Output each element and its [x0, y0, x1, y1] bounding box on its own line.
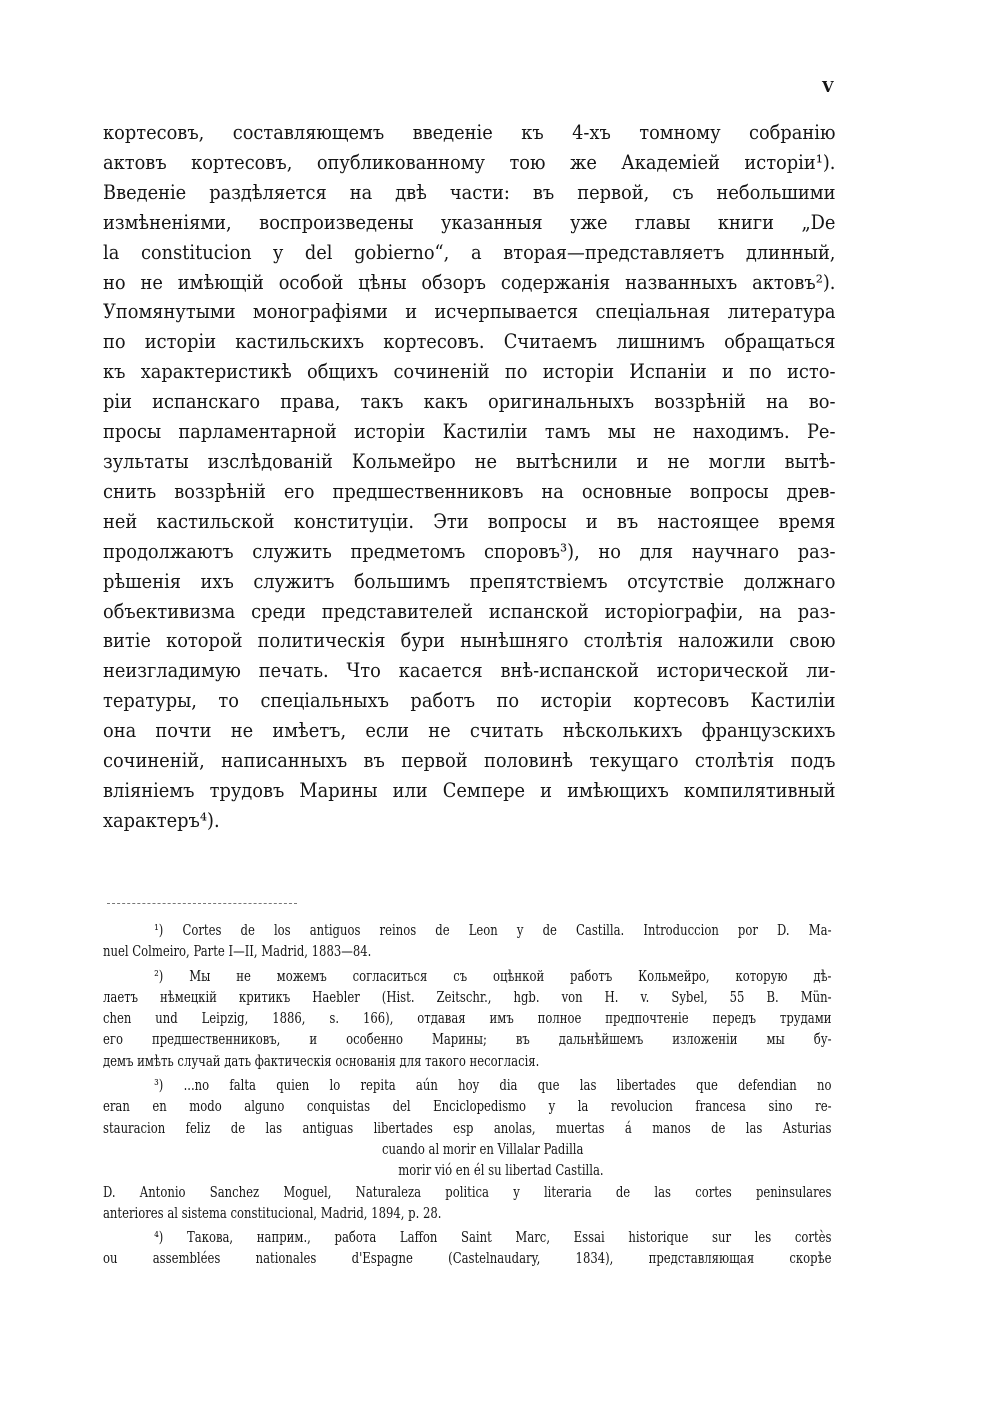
footnote-line: chen und Leipzig, 1886, s. 166), отдавая имъ полное предпочтеніе передъ трудами [103, 1009, 832, 1028]
text-line: Введеніе раздѣляется на двѣ части: въ первой, съ небольшими [103, 179, 836, 204]
footnote-line: лаетъ нѣмецкій критикъ Haebler (Hist. Zeitschr., hgb. von H. v. Sybel, 55 B. Mün- [103, 987, 832, 1006]
text-line: ней кастильской конституціи. Эти вопросы и въ настоящее время [103, 508, 836, 533]
text-line: сочиненій, написанныхъ въ первой половинѣ текущаго столѣтія подъ [103, 748, 836, 773]
text-line: снить воззрѣній его предшественниковъ на основные вопросы древ- [103, 478, 836, 503]
text-line: актовъ кортесовъ, опубликованному тою же Академіей исторіи¹). [103, 149, 836, 174]
page-number: V [822, 78, 834, 96]
text-line: къ характеристикѣ общихъ сочиненій по исторіи Испаніи и по исто- [103, 359, 836, 384]
text-line: просы парламентарной исторіи Кастиліи тамъ мы не находимъ. Ре- [103, 419, 836, 444]
poem-line: cuando al morir en Villalar Padilla [382, 1139, 584, 1158]
footnote-line: его предшественниковъ, и особенно Марины; въ дальнѣйшемъ изложеніи мы бу- [103, 1030, 832, 1049]
text-line: витіе которой политическія бури нынѣшняго столѣтія наложили свою [103, 628, 836, 653]
footnote-line: ²) Мы не можемъ согласиться съ оцѣнкой работъ Кольмейро, которую дѣ- [154, 966, 832, 985]
footnote-line: ¹) Cortes de los antiguos reinos de Leon y de Castilla. Introduccion por D. Ma- [154, 921, 832, 939]
text-line: ріи испанскаго права, такъ какъ оригинальныхъ воззрѣній на во- [103, 389, 836, 414]
footnote-line: ³) ...no falta quien lo repita aún hoy dia que las libertades que defendian no [154, 1076, 832, 1095]
text-line: продолжаютъ служить предметомъ споровъ³), но для научнаго раз- [103, 538, 836, 563]
text-line: неизгладимую печать. Что касается внѣ-испанской исторической ли- [103, 658, 836, 683]
footnote-line: ou assemblées nationales d'Espagne (Castelnaudary, 1834), представляющая скорѣе [103, 1249, 832, 1268]
text-line: объективизма среди представителей испанской исторіографіи, на раз- [103, 598, 836, 623]
footnote-line: anteriores al sistema constitucional, Madrid, 1894, p. 28. [103, 1203, 442, 1222]
footnote-line: ⁴) Такова, наприм., работа Laffon Saint Marc, Essai historique sur les cortès [154, 1228, 832, 1247]
text-line: зультаты изслѣдованій Кольмейро не вытѣснили и не могли вытѣ- [103, 448, 836, 473]
footnote-line: eran en modo alguno conquistas del Enciclopedismo y la revolucion francesa sino re- [103, 1097, 832, 1116]
text-line: но не имѣющій особой цѣны обзоръ содержанія названныхъ актовъ²). [103, 269, 836, 294]
text-line: измѣненіями, воспроизведены указанныя уже главы книги „De [103, 209, 836, 234]
text-line: кортесовъ, составляющемъ введеніе къ 4-хъ томному собранію [103, 120, 836, 144]
text-line: по исторіи кастильскихъ кортесовъ. Считаемъ лишнимъ обращаться [103, 329, 836, 354]
footnote-separator [107, 903, 297, 904]
footnote-line: nuel Colmeiro, Parte I—II, Madrid, 1883—84. [103, 942, 372, 961]
footnote-line: демъ имѣть случай дать фактическія основанія для такого несогласія. [103, 1051, 540, 1070]
footnotes [103, 920, 832, 1270]
footnote-line: D. Antonio Sanchez Moguel, Naturaleza politica y literaria de las cortes peninsulares [103, 1182, 832, 1201]
poem-line: morir vió en él su libertad Castilla. [398, 1161, 604, 1180]
text-line: вліяніемъ трудовъ Марины или Семпере и имѣющихъ компилятивный [103, 777, 836, 802]
body-text [103, 118, 835, 836]
text-line: la constitucion y del gobierno“, а вторая—представляетъ длинный, [103, 239, 836, 264]
text-line: рѣшенія ихъ служитъ большимъ препятствіемъ отсутствіе должнаго [103, 568, 836, 593]
text-line: тературы, то спеціальныхъ работъ по исторіи кортесовъ Кастиліи [103, 688, 836, 713]
text-line: она почти не имѣетъ, если не считать нѣсколькихъ французскихъ [103, 718, 836, 743]
footnote-line: stauracion feliz de las antiguas libertades esp anolas, muertas á manos de las Asturias [103, 1118, 832, 1137]
text-line: характеръ⁴). [103, 807, 220, 832]
text-line: Упомянутыми монографіями и исчерпывается спеціальная литература [103, 299, 836, 324]
